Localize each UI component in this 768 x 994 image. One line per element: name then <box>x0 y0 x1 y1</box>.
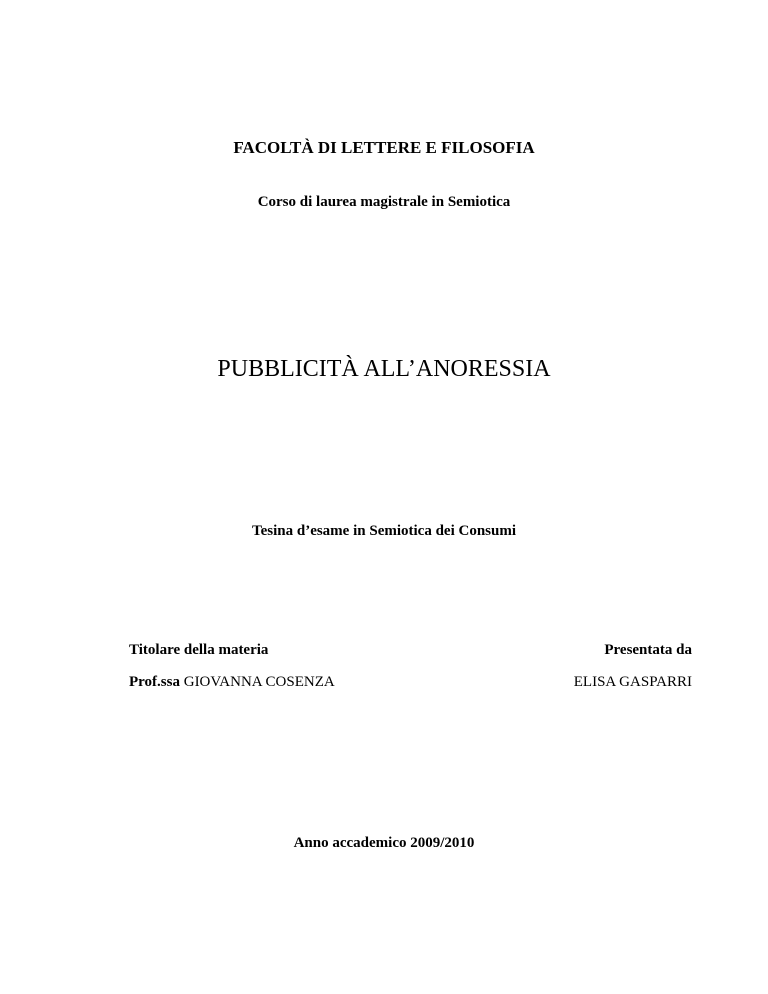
supervisor-label: Titolare della materia <box>129 642 269 658</box>
author-block <box>574 634 692 698</box>
course-name: Corso di laurea magistrale in Semiotica <box>257 194 511 210</box>
author-name: ELISA GASPARRI <box>573 674 692 690</box>
document-subtitle: Tesina d’esame in Semiotica dei Consumi <box>251 523 517 539</box>
supervisor-title: Prof.ssa <box>129 674 180 690</box>
supervisor-name: GIOVANNA COSENZA <box>183 674 335 690</box>
faculty-heading: FACOLTÀ DI LETTERE E FILOSOFIA <box>233 138 535 157</box>
supervisor-block <box>129 634 335 698</box>
document-title: PUBBLICITÀ ALL’ANORESSIA <box>217 356 551 382</box>
supervisor-name-line <box>129 666 335 698</box>
academic-year: Anno accademico 2009/2010 <box>293 835 475 851</box>
author-label: Presentata da <box>604 642 692 658</box>
